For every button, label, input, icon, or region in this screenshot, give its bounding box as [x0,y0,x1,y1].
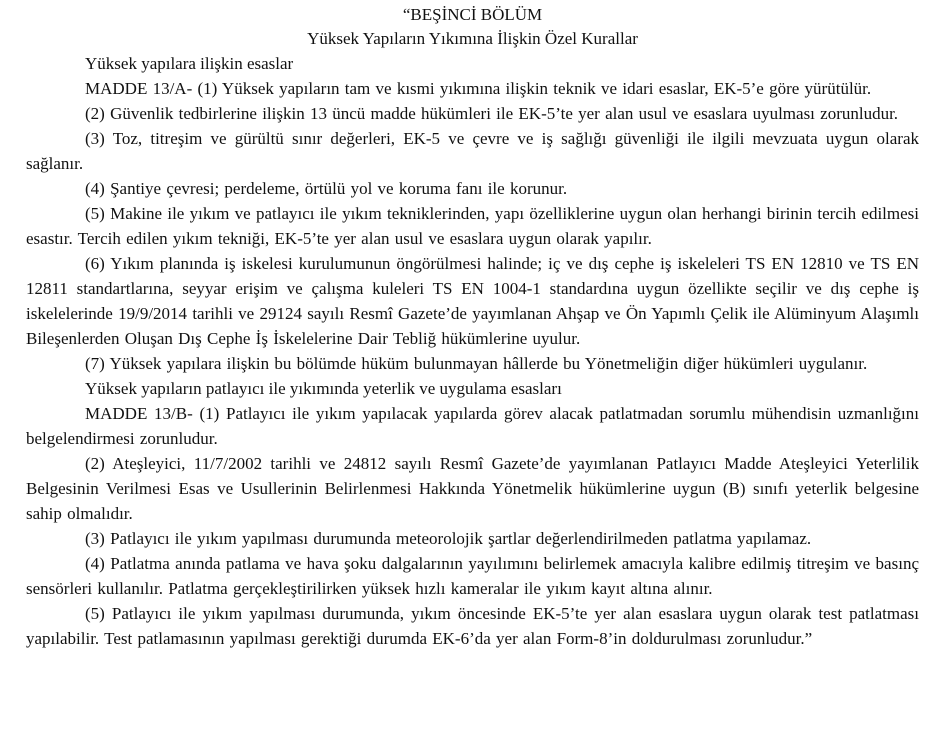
article-13b-para-5: (5) Patlayıcı ile yıkım yapılması durumunda, yıkım öncesinde EK-5’te yer alan esaslara uygun olarak test patlatması yapılabilir. Test patlamasının yapılması gerektiği durumda EK-6’da yer alan Form-8’in doldurulması zorunludur.” [26,604,919,648]
document-page [26,3,919,651]
section-heading: Yüksek yapıların patlayıcı ile yıkımında yeterlik ve uygulama esasları [85,379,562,398]
article-13a-para-6: (6) Yıkım planında iş iskelesi kurulumunun öngörülmesi halinde; iç ve dış cephe iş iskeleleri TS EN 12810 ve TS EN 12811 standartlarına, seyyar erişim ve çalışma kuleleri TS EN 1004-1 standardına uygun özellikte seçilir ve dış cephe iş iskelelerinde 19/9/2014 tarihli ve 29124 sayılı Resmî Gazete’de yayımlanan Ahşap ve Ön Yapımlı Çelik ile Alüminyum Alaşımlı Bileşenlerden Oluşan Dış Cephe İş İskelelerine Dair Tebliğ hükümlerine uyulur. [26,254,919,348]
article-13a-para-2: (2) Güvenlik tedbirlerine ilişkin 13 üncü madde hükümleri ile EK-5’te yer alan usul ve esaslara uyulması zorunludur. [85,104,899,123]
section-heading: Yüksek yapılara ilişkin esaslar [85,54,294,73]
article-13a-para-1: MADDE 13/A- (1) Yüksek yapıların tam ve kısmi yıkımına ilişkin teknik ve idari esaslar, EK-5’e göre yürütülür. [85,79,872,98]
article-13b-para-3: (3) Patlayıcı ile yıkım yapılması durumunda meteorolojik şartlar değerlendirilmeden patlatma yapılamaz. [85,529,812,548]
article-13a-para-4: (4) Şantiye çevresi; perdeleme, örtülü yol ve koruma fanı ile korunur. [85,179,568,198]
section-explosive-demolition [26,376,919,651]
article-13b-para-2: (2) Ateşleyici, 11/7/2002 tarihli ve 24812 sayılı Resmî Gazete’de yayımlanan Patlayıcı Madde Ateşleyici Yeterlilik Belgesinin Verilmesi Esas ve Usullerinin Belirlenmesi Hakkında Yönetmelik hükümlerine uygun (B) sınıfı yeterlik belgesine sahip olmalıdır. [26,454,919,523]
article-13b-para-4: (4) Patlatma anında patlama ve hava şoku dalgalarının yayılımını belirlemek amacıyla kalibre edilmiş titreşim ve basınç sensörleri kullanılır. Patlatma gerçekleştirilirken yüksek hızlı kameralar ile yıkım kayıt altına alınır. [26,554,919,598]
article-13b-para-1: MADDE 13/B- (1) Patlayıcı ile yıkım yapılacak yapılarda görev alacak patlatmadan sorumlu mühendisin uzmanlığını belgelendirmesi zorunludur. [26,404,919,448]
article-13a-para-5: (5) Makine ile yıkım ve patlayıcı ile yıkım tekniklerinden, yapı özelliklerine uygun olan herhangi birinin tercih edilmesi esastır. Tercih edilen yıkım tekniği, EK-5’te yer alan usul ve esaslara uygun olarak yapılır. [26,204,919,248]
part-title: “BEŞİNCİ BÖLÜM [402,5,543,24]
article-13a-para-7: (7) Yüksek yapılara ilişkin bu bölümde hüküm bulunmayan hâllerde bu Yönetmeliğin diğer hükümleri uygulanır. [85,354,868,373]
part-subtitle: Yüksek Yapıların Yıkımına İlişkin Özel Kurallar [307,29,638,48]
section-high-buildings [26,51,919,376]
article-13a-para-3: (3) Toz, titreşim ve gürültü sınır değerleri, EK-5 ve çevre ve iş sağlığı güvenliği ile ilgili mevzuata uygun olarak sağlanır. [26,129,919,173]
